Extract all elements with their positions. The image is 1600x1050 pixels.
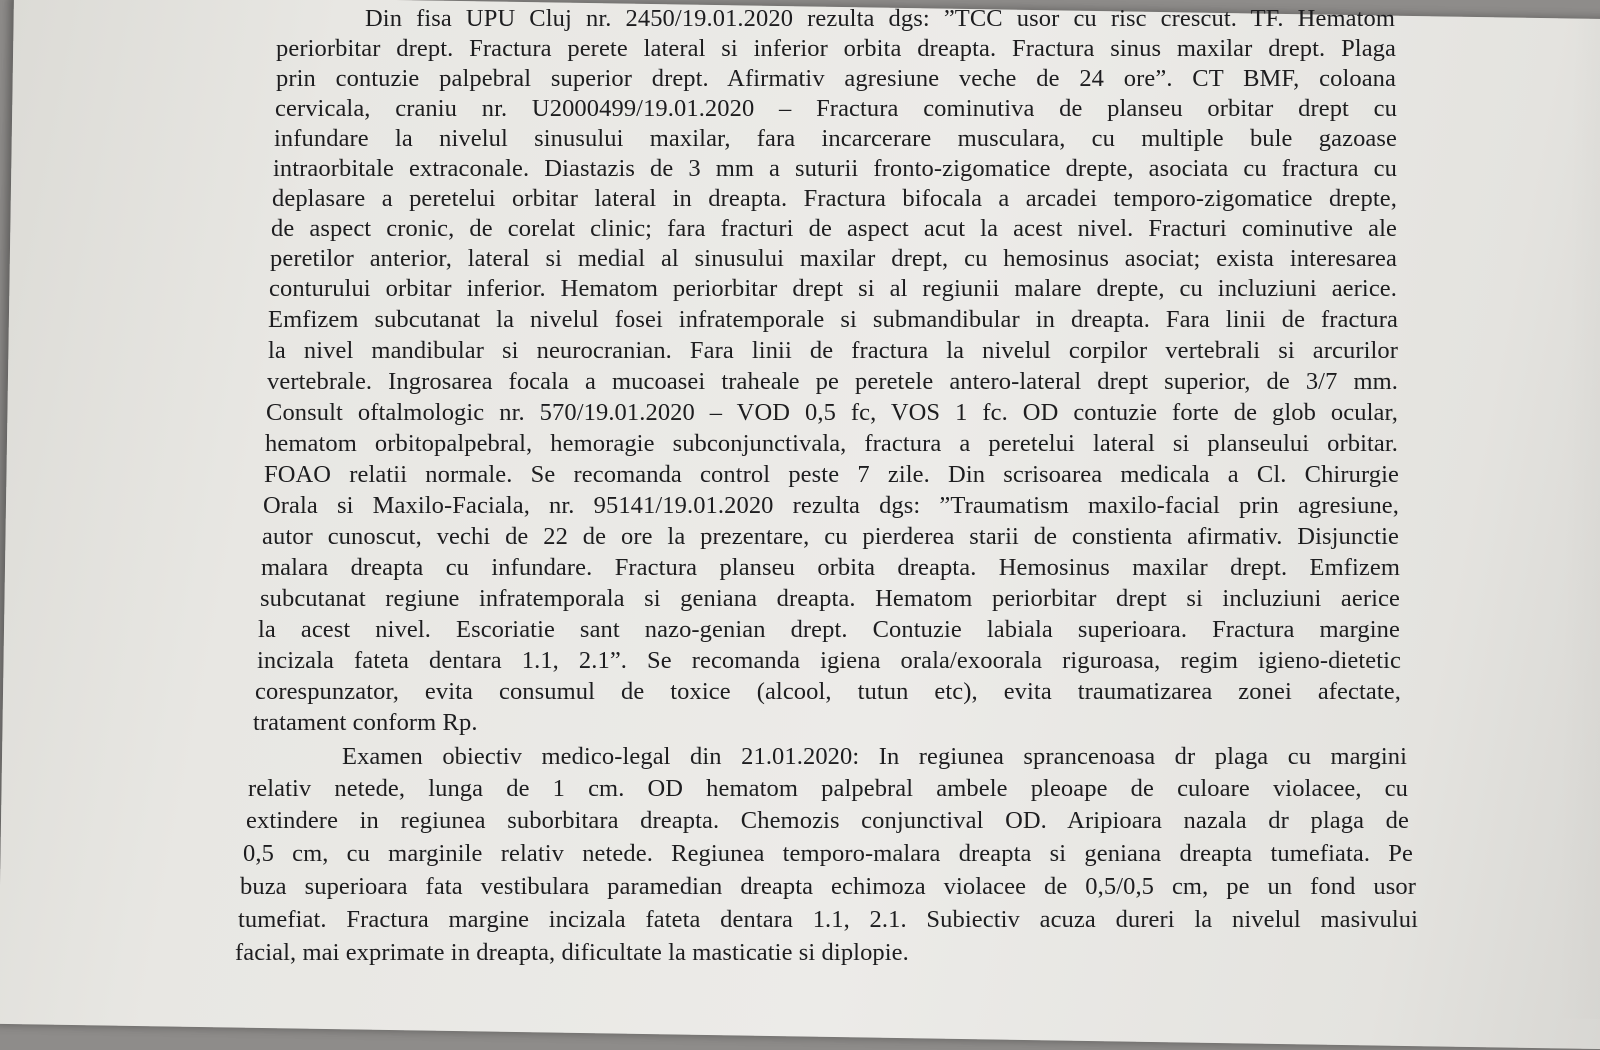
text-line: la nivel mandibular si neurocranian. Fara linii de fractura la nivelul corpilor vertebrali si arcurilor [268, 337, 1398, 364]
text-line: hematom orbitopalpebral, hemoragie subconjunctivala, fractura a peretelui lateral si planseului orbitar. [265, 430, 1398, 457]
text-line: peretilor anterior, lateral si medial al sinusului maxilar drept, cu hemosinus asociat; exista interesarea [270, 245, 1397, 272]
text-line: vertebrale. Ingrosarea focala a mucoasei traheale pe peretele antero-lateral drept superior, de 3/7 mm. [267, 368, 1398, 395]
text-line: Consult oftalmologic nr. 570/19.01.2020 – VOD 0,5 fc, VOS 1 fc. OD contuzie forte de glob ocular, [266, 399, 1398, 426]
text-line: buza superioara fata vestibulara paramedian dreapta echimoza violacee de 0,5/0,5 cm, pe un fond usor [240, 873, 1416, 900]
text-line: subcutanat regiune infratemporala si geniana dreapta. Hematom periorbitar drept si incluziuni aerice [260, 585, 1400, 612]
text-line: Examen obiectiv medico-legal din 21.01.2020: In regiunea sprancenoasa dr plaga cu margini [342, 743, 1407, 770]
text-line: incizala fateta dentara 1.1, 2.1”. Se recomanda igiena orala/exoorala riguroasa, regim igieno-dietetic [257, 647, 1401, 674]
text-line: 0,5 cm, cu marginile relativ netede. Regiunea temporo-malara dreapta si geniana dreapta tumefiata. Pe [243, 840, 1413, 867]
text-line: deplasare a peretelui orbitar lateral in dreapta. Fractura bifocala a arcadei temporo-zigomatice drepte, [272, 185, 1397, 212]
text-line: malara dreapta cu infundare. Fractura planseu orbita dreapta. Hemosinus maxilar drept. Emfizem [261, 554, 1400, 581]
text-line: facial, mai exprimate in dreapta, dificultate la masticatie si diplopie. [235, 939, 909, 966]
text-line: conturului orbitar inferior. Hematom periorbitar drept si al regiunii malare drepte, cu incluziuni aerice. [269, 275, 1397, 302]
text-line: periorbitar drept. Fractura perete lateral si inferior orbita dreapta. Fractura sinus maxilar drept. Plaga [276, 35, 1396, 62]
text-line: FOAO relatii normale. Se recomanda control peste 7 zile. Din scrisoarea medicala a Cl. Chirurgie [264, 461, 1399, 488]
text-line: extindere in regiunea suborbitara dreapta. Chemozis conjunctival OD. Aripioara nazala dr plaga de [246, 807, 1409, 834]
text-line: intraorbitale extraconale. Diastazis de 3 mm a suturii fronto-zigomatice drepte, asociata cu fractura cu [273, 155, 1397, 182]
text-line: Emfizem subcutanat la nivelul fosei infratemporale si submandibular in dreapta. Fara linii de fractura [268, 306, 1398, 333]
text-line: infundare la nivelul sinusului maxilar, fara incarcerare musculara, cu multiple bule gazoase [274, 125, 1397, 152]
text-line: relativ netede, lunga de 1 cm. OD hematom palpebral ambele pleoape de culoare violacee, cu [248, 775, 1408, 802]
text-line: cervicala, craniu nr. U2000499/19.01.2020 – Fractura cominutiva de planseu orbitar drept cu [275, 95, 1397, 122]
text-line: autor cunoscut, vechi de 22 de ore la prezentare, cu pierderea starii de constienta afirmativ. Disjunctie [262, 523, 1399, 550]
text-line: tratament conform Rp. [253, 709, 478, 736]
text-line: Din fisa UPU Cluj nr. 2450/19.01.2020 rezulta dgs: ”TCC usor cu risc crescut. TF. Hematom [365, 5, 1395, 32]
text-line: de aspect cronic, de corelat clinic; fara fracturi de aspect acut la acest nivel. Fracturi cominutive ale [271, 215, 1397, 242]
text-line: corespunzator, evita consumul de toxice (alcool, tutun etc), evita traumatizarea zonei afectate, [255, 678, 1401, 705]
text-line: prin contuzie palpebral superior drept. Afirmativ agresiune veche de 24 ore”. CT BMF, coloana [276, 65, 1396, 92]
text-line: tumefiat. Fractura margine incizala fateta dentara 1.1, 2.1. Subiectiv acuza dureri la nivelul masivului [238, 906, 1418, 933]
text-line: Orala si Maxilo-Faciala, nr. 95141/19.01.2020 rezulta dgs: ”Traumatism maxilo-facial prin agresiune, [263, 492, 1399, 519]
text-line: la acest nivel. Escoriatie sant nazo-genian drept. Contuzie labiala superioara. Fractura margine [258, 616, 1400, 643]
